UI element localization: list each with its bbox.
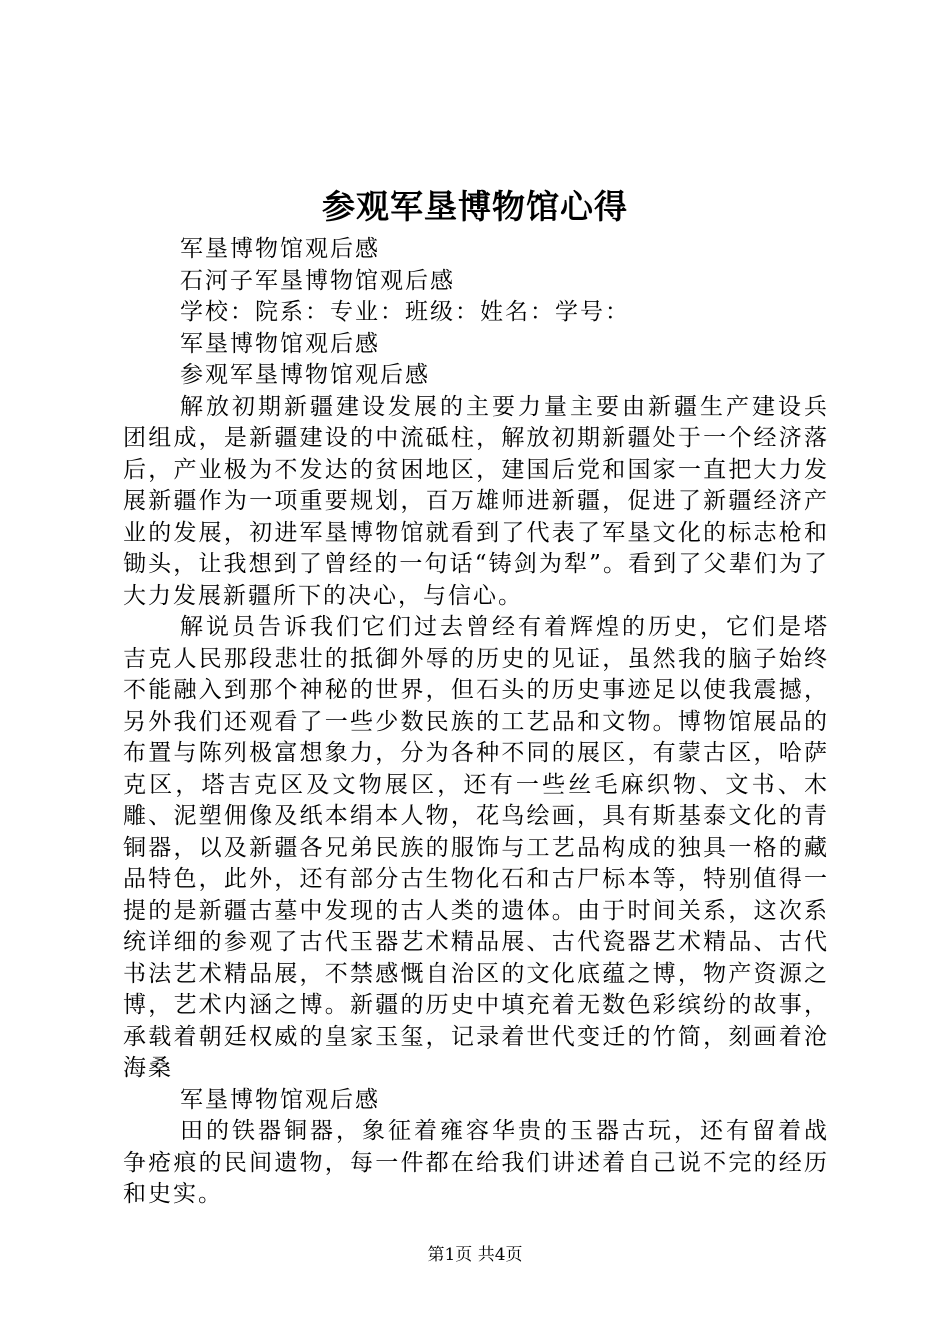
document-body: [123, 234, 829, 1211]
line-heading-2: 石河子军垦博物馆观后感: [180, 267, 455, 294]
body-paragraph-1: 解放初期新疆建设发展的主要力量主要由新疆生产建设兵团组成，是新疆建设的中流砥柱，解放初期新疆处于一个经济落后，产业极为不发达的贫困地区，建国后党和国家一直把大力发展新疆作为一项重要规划，百万雄师进新疆，促进了新疆经济产业的发展，初进军垦博物馆就看到了代表了军垦文化的标志枪和锄头，让我想到了曾经的一句话“铸剑为犁”。看到了父辈们为了大力发展新疆所下的决心，与信心。: [123, 393, 829, 609]
subheading: 军垦博物馆观后感: [180, 1086, 380, 1113]
line-heading-4: 参观军垦博物馆观后感: [180, 362, 430, 388]
body-paragraph-3: 田的铁器铜器，象征着雍容华贵的玉器古玩，还有留着战争疮痕的民间遗物，每一件都在给我们讲述着自己说不完的经历和史实。: [123, 1118, 829, 1207]
line-student-info: 学校：院系：专业：班级：姓名：学号：: [180, 299, 630, 325]
line-heading-1: 军垦博物馆观后感: [180, 236, 380, 262]
line-heading-3: 军垦博物馆观后感: [180, 330, 380, 357]
body-paragraph-2: 解说员告诉我们它们过去曾经有着辉煌的历史，它们是塔吉克人民那段悲壮的抵御外辱的历史的见证，虽然我的脑子始终不能融入到那个神秘的世界，但石头的历史事迹足以使我震撼，另外我们还观看了一些少数民族的工艺品和文物。博物馆展品的布置与陈列极富想象力，分为各种不同的展区，有蒙古区，哈萨克区，塔吉克区及文物展区，还有一些丝毛麻织物、文书、木雕、泥塑佣像及纸本绢本人物，花鸟绘画，具有斯基泰文化的青铜器，以及新疆各兄弟民族的服饰与工艺品构成的独具一格的藏品特色，此外，还有部分古生物化石和古尸标本等，特别值得一提的是新疆古墓中发现的古人类的遗体。由于时间关系，这次系统详细的参观了古代玉器艺术精品展、古代瓷器艺术精品、古代书法艺术精品展，不禁感慨自治区的文化底蕴之博，物产资源之博，艺术内涵之博。新疆的历史中填充着无数色彩缤纷的故事，承载着朝廷权威的皇家玉玺，记录着世代变迁的竹简，刻画着沧海桑: [123, 614, 829, 1081]
document-title: 参观军垦博物馆心得: [322, 187, 628, 226]
page-number: 第1页 共4页: [427, 1245, 523, 1265]
